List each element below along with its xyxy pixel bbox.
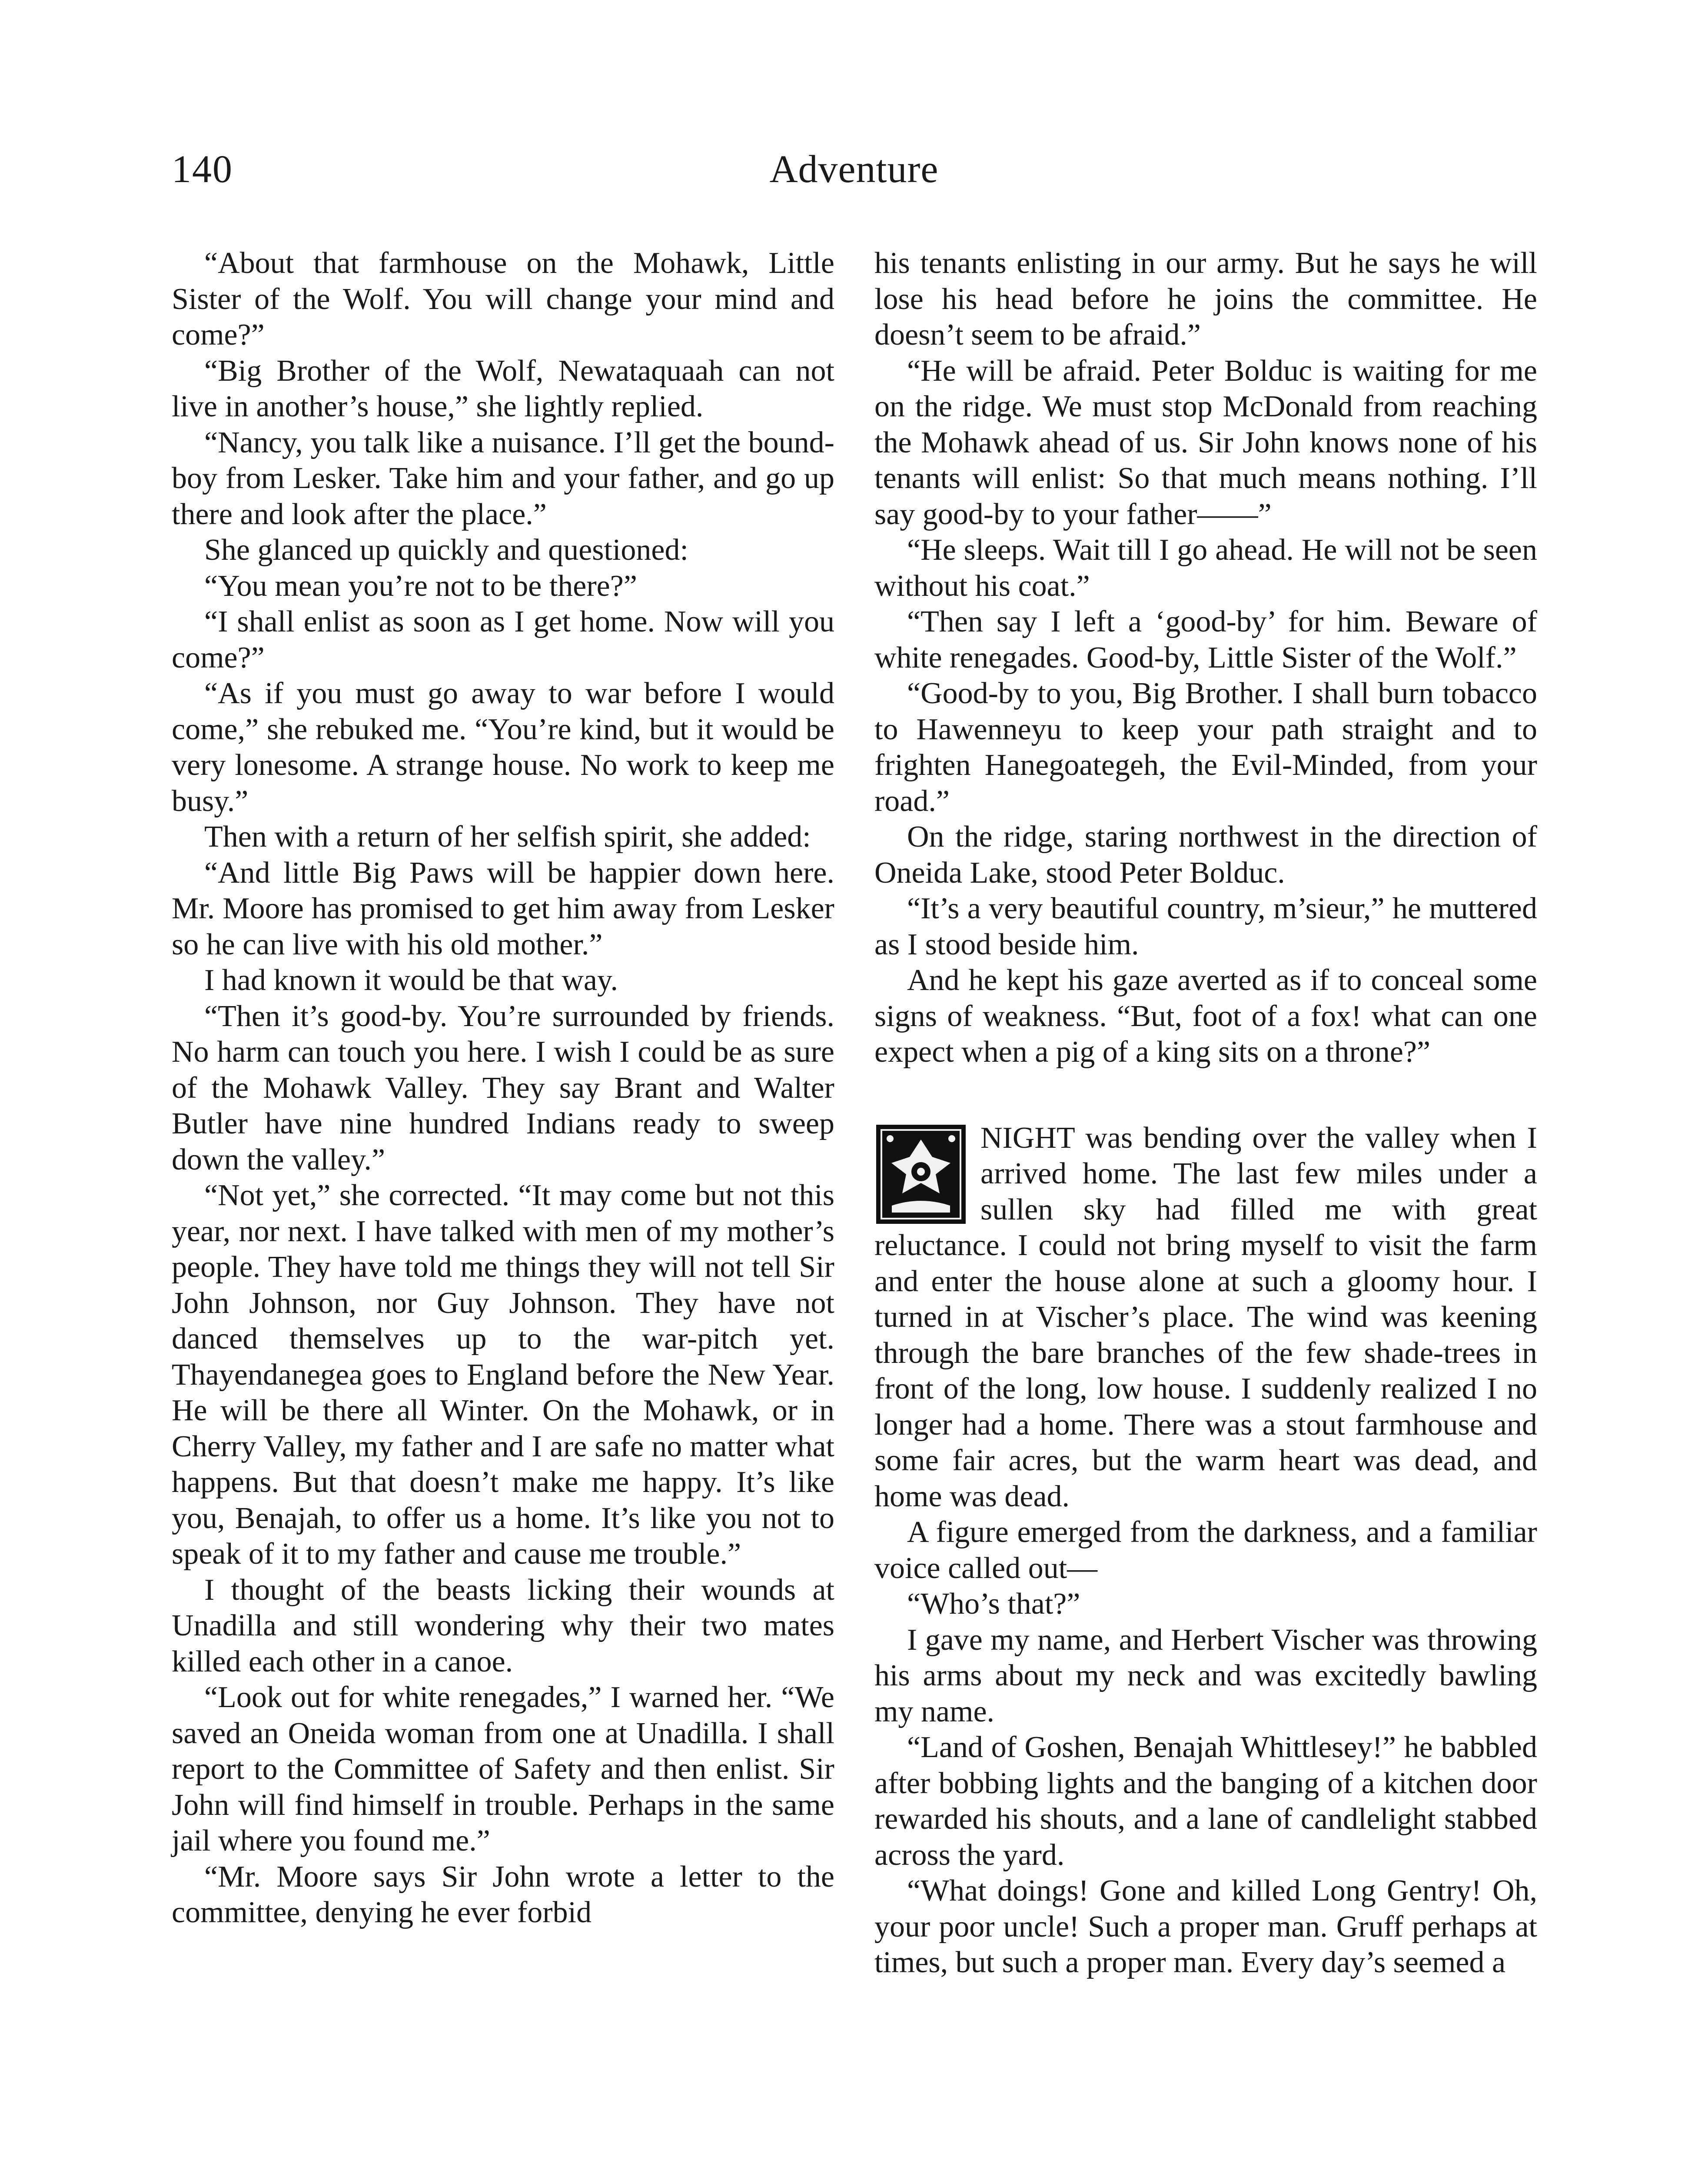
paragraph: I gave my name, and Herbert Vischer was throwing his arms about my neck and was excitedly bawling my name. [874,1623,1537,1728]
section-opening-paragraph: NIGHT was bending over the valley when I arrived home. The last few miles under a sullen sky had filled me with great reluctance. I could not bring myself to visit the farm and enter the house alone at such a gloomy hour. I turned in at Vischer’s place. The wind was keening through the bare branches of the few shade-trees in front of the long, low house. I suddenly realized I no longer had a home. There was a stout farmhouse and some fair acres, but the warm heart was dead, and home was dead. [874,1121,1537,1513]
paragraph: “Big Brother of the Wolf, Newataquaah can not live in another’s house,” she lightly replied. [172,354,834,423]
ornamental-initial-icon [874,1123,971,1227]
section-break [874,1070,1537,1120]
paragraph: “It’s a very beautiful country, m’sieur,” he muttered as I stood beside him. [874,892,1537,961]
paragraph: A figure emerged from the darkness, and a familiar voice called out— [874,1515,1537,1585]
paragraph: “You mean you’re not to be there?” [204,569,637,603]
paragraph: “Look out for white renegades,” I warned her. “We saved an Oneida woman from one at Unadilla. I shall report to the Committee of Safety and then enlist. Sir John will find himself in trouble. Perhaps in the same jail where you found me.” [172,1681,834,1857]
paragraph: “Good-by to you, Big Brother. I shall burn tobacco to Hawenneyu to keep your path straight and to frighten Hanegoategeh, the Evil-Minded, from your road.” [874,677,1537,818]
paragraph: “I shall enlist as soon as I get home. Now will you come?” [172,605,834,674]
paragraph: Then with a return of her selfish spirit, she added: [204,820,811,854]
paragraph: “As if you must go away to war before I would come,” she rebuked me. “You’re kind, but it would be very lonesome. A strange house. No work to keep me busy.” [172,677,834,818]
paragraph: “Land of Goshen, Benajah Whittlesey!” he babbled after bobbing lights and the banging of a kitchen door rewarded his shouts, and a lane of candlelight stabbed across the yard. [874,1731,1537,1872]
paragraph: And he kept his gaze averted as if to conceal some signs of weakness. “But, foot of a fox! what can one expect when a pig of a king sits on a throne?” [874,964,1537,1069]
paragraph: On the ridge, staring northwest in the direction of Oneida Lake, stood Peter Bolduc. [874,820,1537,890]
right-column [874,246,1537,1981]
paragraph: “He will be afraid. Peter Bolduc is waiting for me on the ridge. We must stop McDonald from reaching the Mohawk ahead of us. Sir John knows none of his tenants will enlist: So that much means nothing. I’ll say good-by to your father——” [874,354,1537,531]
paragraph: “Mr. Moore says Sir John wrote a letter to the committee, denying he ever forbid [172,1860,834,1929]
running-title: Adventure [769,148,939,191]
paragraph: She glanced up quickly and questioned: [204,533,688,567]
paragraph: “Then it’s good-by. You’re surrounded by friends. No harm can touch you here. I wish I could be as sure of the Mohawk Valley. They say Brant and Walter Butler have nine hundred Indians ready to sweep down the valley.” [172,999,834,1176]
paragraph: “Not yet,” she corrected. “It may come but not this year, nor next. I have talked with men of my mother’s people. They have told me things they will not tell Sir John Johnson, nor Guy Johnson. They have not danced themselves up to the war-pitch yet. Thayendanegea goes to England before the New Year. He will be there all Winter. On the Mohawk, or in Cherry Valley, my father and I are safe no matter what happens. But that doesn’t make me happy. It’s like you, Benajah, to offer us a home. It’s like you not to speak of it to my father and cause me trouble.” [172,1179,834,1571]
paragraph: “He sleeps. Wait till I go ahead. He will not be seen without his coat.” [874,533,1537,603]
paragraph: “Then say I left a ‘good-by’ for him. Beware of white renegades. Good-by, Little Sister of the Wolf.” [874,605,1537,674]
paragraph: I had known it would be that way. [204,964,618,997]
paragraph: I thought of the beasts licking their wounds at Unadilla and still wondering why their two mates killed each other in a canoe. [172,1573,834,1678]
page-number: 140 [172,148,233,191]
paragraph: his tenants enlisting in our army. But he says he will lose his head before he joins the committee. He doesn’t seem to be afraid.” [874,246,1537,352]
paragraph: “Nancy, you talk like a nuisance. I’ll get the bound-boy from Lesker. Take him and your father, and go up there and look after the place.” [172,425,834,531]
paragraph: “About that farmhouse on the Mohawk, Little Sister of the Wolf. You will change your mind and come?” [172,246,834,352]
section-two [874,1120,1537,1981]
paragraph: “What doings! Gone and killed Long Gentry! Oh, your poor uncle! Such a proper man. Gruff perhaps at times, but such a proper man. Every day’s seemed a [874,1874,1537,1979]
paragraph: “Who’s that?” [907,1587,1080,1621]
paragraph: “And little Big Paws will be happier down here. Mr. Moore has promised to get him away from Lesker so he can live with his old mother.” [172,856,834,961]
left-column [172,246,834,1931]
